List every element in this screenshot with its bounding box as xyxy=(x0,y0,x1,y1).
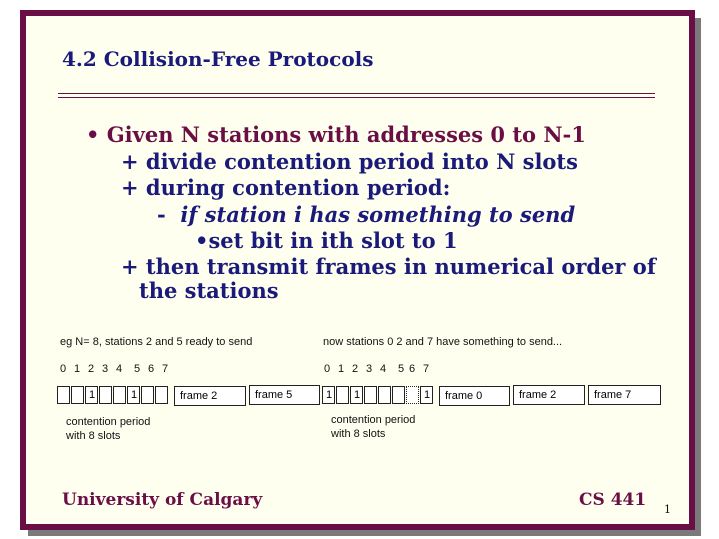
frame-box: frame 7 xyxy=(588,385,661,405)
slot-digit: 5 xyxy=(398,363,405,375)
bullet-marker: • xyxy=(195,228,209,253)
bullet-marker: + xyxy=(121,175,139,200)
contention-slot xyxy=(57,386,70,404)
slot-digit: 2 xyxy=(88,363,95,375)
slot-digit: 7 xyxy=(423,363,430,375)
bullet-marker: + xyxy=(121,149,139,174)
contention-slot: 1 xyxy=(420,386,433,404)
contention-slot xyxy=(364,386,377,404)
contention-slot xyxy=(141,386,154,404)
frame-box: frame 0 xyxy=(439,386,510,406)
bullet-5 xyxy=(121,254,656,279)
slot-digit: 5 xyxy=(134,363,141,375)
bullet-2 xyxy=(121,175,450,200)
bullet-1 xyxy=(121,149,578,174)
slot-digit: 0 xyxy=(324,363,331,375)
bullet-text: if station i has something to send xyxy=(180,202,576,227)
contention-slot xyxy=(113,386,126,404)
title-rule-top xyxy=(58,93,655,94)
bullet-text: the stations xyxy=(139,278,279,303)
right-note-line1: contention period xyxy=(331,414,416,426)
left-note-line2: with 8 slots xyxy=(66,430,121,442)
bullet-marker: • xyxy=(86,122,100,147)
slot-digit: 0 xyxy=(60,363,67,375)
contention-slot: 1 xyxy=(85,386,98,404)
bullet-text: then transmit frames in numerical order of xyxy=(145,254,656,279)
bullet-text: Given N stations with addresses 0 to N-1 xyxy=(106,122,586,147)
slot-digit: 3 xyxy=(366,363,373,375)
contention-slot xyxy=(392,386,405,404)
slide-title: 4.2 Collision-Free Protocols xyxy=(62,47,374,71)
page-number: 1 xyxy=(664,503,671,516)
slot-digit: 2 xyxy=(352,363,359,375)
bullet-4 xyxy=(195,228,458,253)
contention-slot xyxy=(99,386,112,404)
bullet-0 xyxy=(86,122,586,147)
footer-institution: University of Calgary xyxy=(62,490,263,510)
contention-slot xyxy=(378,386,391,404)
slot-digit: 4 xyxy=(380,363,387,375)
bullet-marker: - xyxy=(157,202,166,227)
slot-digit: 6 xyxy=(409,363,416,375)
contention-slot: 1 xyxy=(322,386,335,404)
slot-digit: 1 xyxy=(338,363,345,375)
slot-digit: 4 xyxy=(116,363,123,375)
slot-digit: 1 xyxy=(74,363,81,375)
contention-slot xyxy=(71,386,84,404)
slot-digit: 7 xyxy=(162,363,169,375)
frame-box: frame 5 xyxy=(249,385,320,405)
bullet-text: set bit in ith slot to 1 xyxy=(208,228,458,253)
footer-course: CS 441 xyxy=(579,490,647,510)
slot-digit: 3 xyxy=(102,363,109,375)
contention-slot: 1 xyxy=(350,386,363,404)
title-rule-bottom xyxy=(58,97,655,98)
bullet-marker: + xyxy=(121,254,139,279)
bullet-text: divide contention period into N slots xyxy=(145,149,578,174)
right-note-line2: with 8 slots xyxy=(331,428,386,440)
bullet-3 xyxy=(157,202,575,227)
left-note-line1: contention period xyxy=(66,416,151,428)
left-caption: eg N= 8, stations 2 and 5 ready to send xyxy=(60,336,253,348)
contention-slot xyxy=(155,386,168,404)
contention-slot xyxy=(336,386,349,404)
frame-box: frame 2 xyxy=(513,385,585,405)
slot-digit: 6 xyxy=(148,363,155,375)
contention-slot: 1 xyxy=(127,386,140,404)
bullet-text: during contention period: xyxy=(145,175,451,200)
frame-box: frame 2 xyxy=(174,386,246,406)
contention-slot xyxy=(406,386,419,404)
right-caption: now stations 0 2 and 7 have something to send... xyxy=(323,336,563,348)
bullet-6 xyxy=(139,278,279,303)
